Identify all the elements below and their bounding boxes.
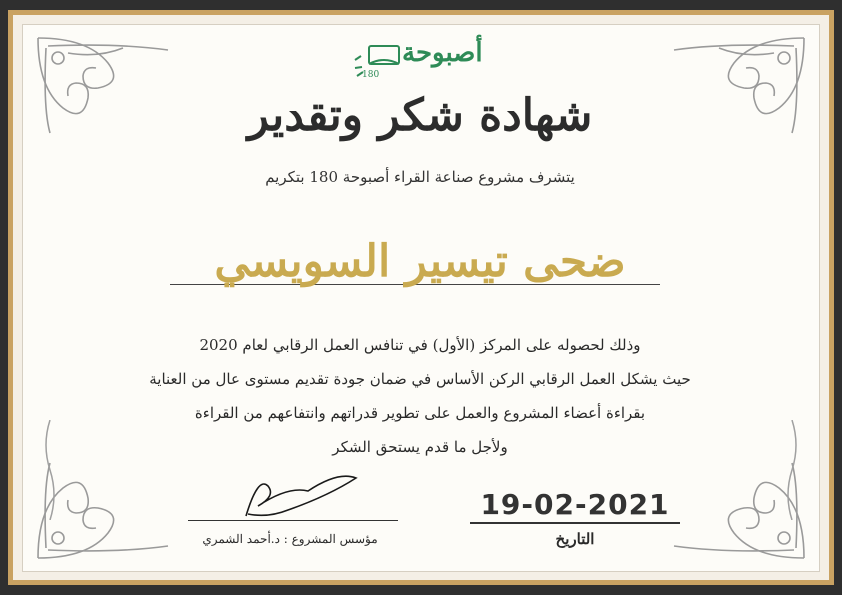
signature-line — [188, 520, 398, 521]
certificate-title: شهادة شكر وتقدير — [247, 90, 593, 141]
recipient-name: ضحى تيسير السويسي — [214, 236, 626, 287]
logo-number: 180 — [362, 70, 380, 80]
logo-text: أصبوحة — [402, 38, 483, 68]
date-underline — [470, 522, 680, 524]
founder-signature — [228, 466, 368, 526]
body-line-2: حيث يشكل العمل الرقابي الركن الأساس في ضمان جودة تقديم مستوى عال من العناية — [149, 370, 691, 388]
certificate-date: 19-02-2021 — [480, 488, 670, 521]
date-label: التاريخ — [555, 530, 595, 548]
body-line-3: بقراءة أعضاء المشروع والعمل على تطوير قدراتهم وانتفاعهم من القراءة — [194, 404, 646, 422]
corner-ornament-top-right — [664, 28, 814, 138]
side-ornament-right — [782, 420, 802, 520]
body-line-4: ولأجل ما قدم يستحق الشكر — [332, 438, 508, 456]
side-ornament-left — [40, 420, 60, 520]
body-line-1: وذلك لحصوله على المركز (الأول) في تنافس العمل الرقابي لعام 2020 — [199, 336, 641, 354]
corner-ornament-top-left — [28, 28, 178, 138]
certificate-subtitle: يتشرف مشروع صناعة القراء أصبوحة 180 بتكريم — [265, 168, 575, 186]
founder-label: مؤسس المشروع : د.أحمد الشمري — [202, 532, 378, 546]
